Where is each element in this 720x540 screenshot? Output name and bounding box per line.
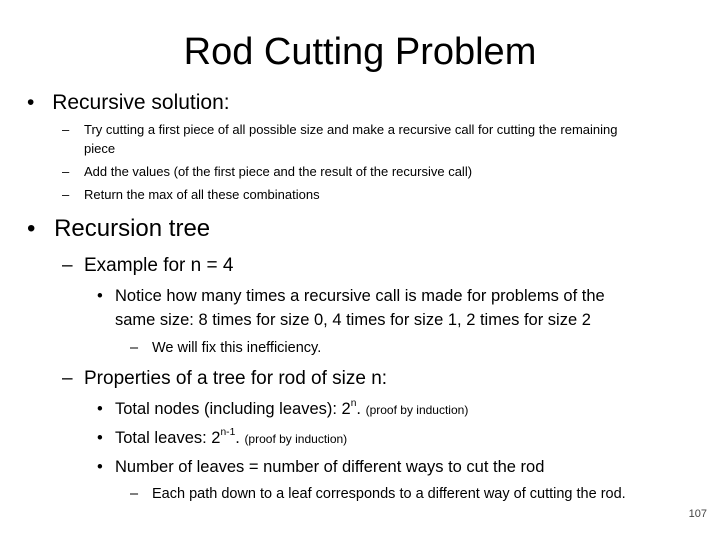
dash-marker: – [62,255,73,276]
bullet-marker: • [97,287,103,305]
sub-bullet-text: Return the max of all these combinations [84,187,320,202]
bullet-total-leaves [97,426,348,448]
sub-bullet-each-path [130,486,626,502]
proof-note: (proof by induction) [244,432,348,446]
bullet-notice [97,287,605,306]
bullet-number-of-leaves [97,458,545,477]
dash-marker: – [62,187,70,202]
dash-marker: – [62,368,73,389]
sub-bullet-fix [130,340,322,356]
bullet-text: Total leaves: 2$^{n-1}$. (proof by induction) [115,426,348,447]
bullet-recursion-tree [27,215,210,243]
sub-bullet-add-values [62,164,473,179]
bullet-marker: • [97,429,103,447]
bullet-text: Total nodes (including leaves): 2$^n$. (proof by induction) [115,397,469,418]
sub-bullet-text: We will fix this inefficiency. [152,340,322,356]
dash-marker: – [62,122,70,137]
proof-note: (proof by induction) [365,403,469,417]
dash-marker: – [62,164,70,179]
dash-marker: – [130,486,139,502]
sub-bullet-properties [62,368,388,390]
bullet-text: Number of leaves = number of different ways to cut the rod [115,458,545,476]
sub-bullet-return-max [62,187,320,202]
sub-bullet-try-cutting [62,122,618,137]
bullet-text-continued: same size: 8 times for size 0, 4 times for size 1, 2 times for size 2 [115,311,591,329]
sub-bullet-text: Each path down to a leaf corresponds to a different way of cutting the rod. [152,486,626,502]
page-number: 107 [688,508,707,520]
bullet-label: Recursion tree [54,215,211,242]
sub-bullet-text: Example for n = 4 [84,255,234,276]
bullet-marker: • [27,91,35,114]
dash-marker: – [130,340,139,356]
sub-bullet-text: Try cutting a first piece of all possible size and make a recursive call for cutting the remaining [84,122,618,137]
bullet-recursive-solution [27,91,230,115]
bullet-text: Notice how many times a recursive call is made for problems of the [115,287,605,305]
bullet-total-nodes [97,397,469,419]
bullet-marker: • [97,400,103,418]
sub-bullet-text: Properties of a tree for rod of size n: [84,368,388,389]
bullet-marker: • [27,215,36,242]
sub-bullet-text: Add the values (of the first piece and the result of the recursive call) [84,164,473,179]
bullet-label: Recursive solution: [52,91,230,114]
sub-bullet-text-continued: piece [84,141,116,156]
slide-title: Rod Cutting Problem [183,31,537,73]
bullet-marker: • [97,458,103,476]
sub-bullet-example [62,255,234,277]
